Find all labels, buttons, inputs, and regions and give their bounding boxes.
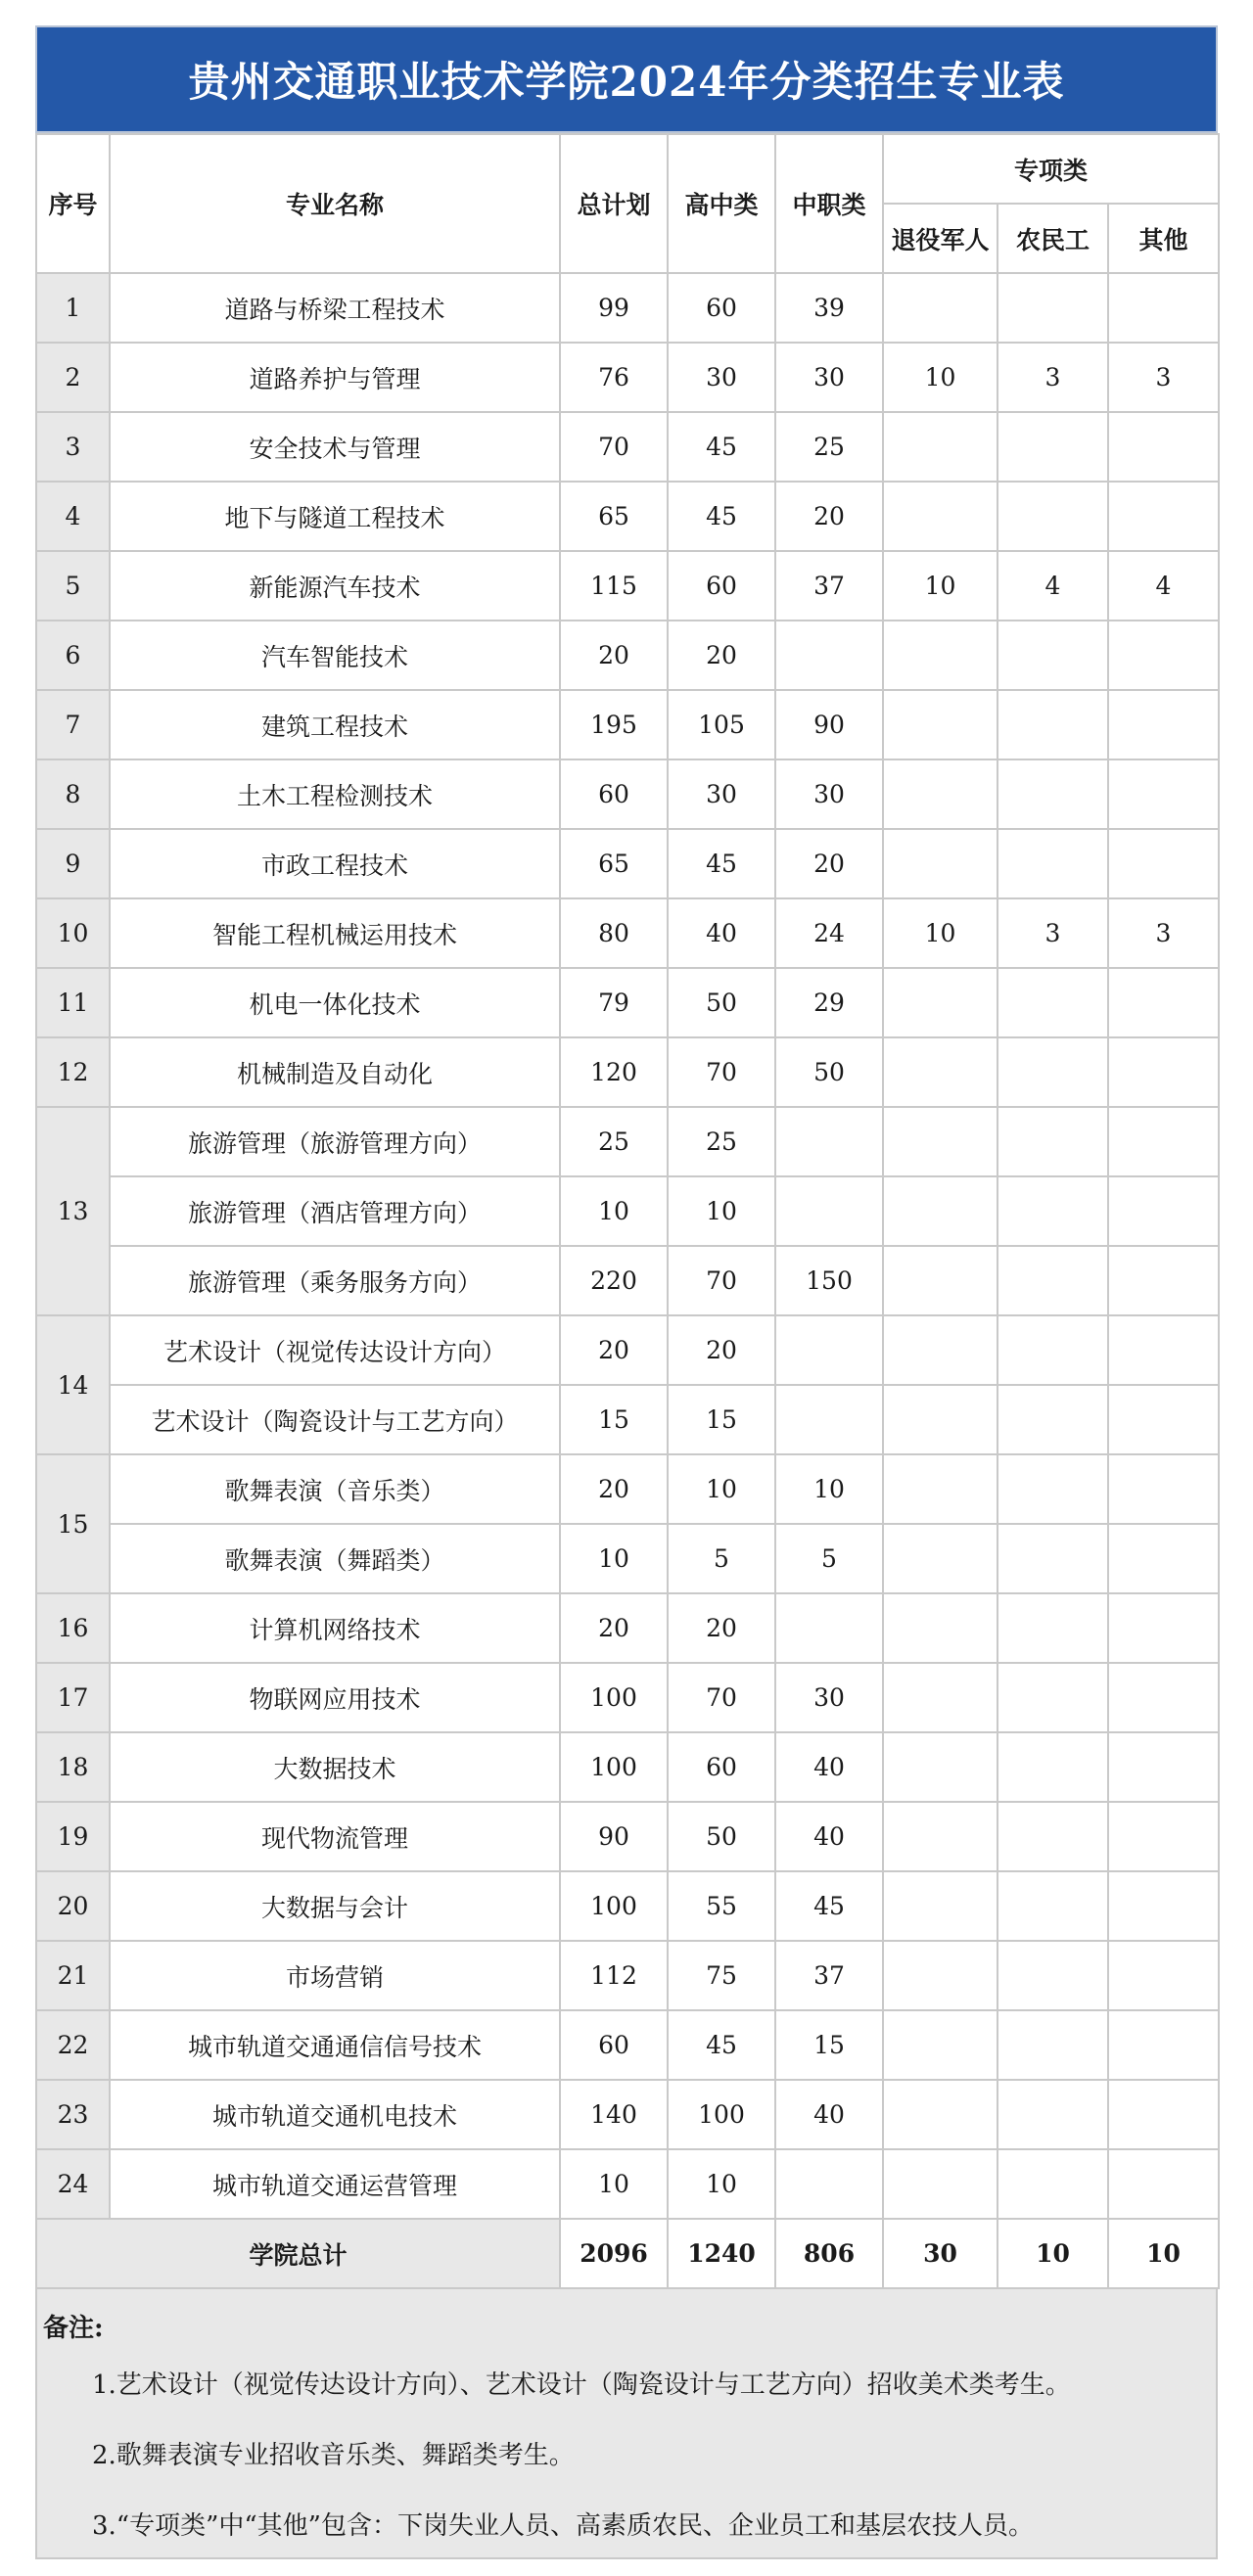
total-cell: 112: [560, 1941, 668, 2010]
high-school-cell: 60: [668, 1732, 775, 1802]
high-school-cell: 55: [668, 1871, 775, 1941]
total-cell: 90: [560, 1802, 668, 1871]
high-school-cell: 20: [668, 1593, 775, 1663]
migrant-cell: [998, 1732, 1108, 1802]
migrant-cell: [998, 1871, 1108, 1941]
header-vocational: 中职类: [775, 134, 883, 273]
veterans-cell: [883, 621, 998, 690]
major-name-cell: 道路与桥梁工程技术: [110, 273, 560, 343]
veterans-cell: [883, 1315, 998, 1385]
migrant-cell: [998, 1037, 1108, 1107]
seq-cell: 8: [36, 759, 110, 829]
total-cell: 20: [560, 621, 668, 690]
vocational-cell: 25: [775, 412, 883, 482]
table-row: [36, 1593, 1219, 1663]
major-name-cell: 机电一体化技术: [110, 968, 560, 1037]
major-name-cell: 城市轨道交通机电技术: [110, 2080, 560, 2149]
high-school-cell: 10: [668, 1454, 775, 1524]
high-school-cell: 70: [668, 1037, 775, 1107]
vocational-cell: 5: [775, 1524, 883, 1593]
high-school-cell: 45: [668, 2010, 775, 2080]
total-cell: 115: [560, 551, 668, 621]
major-name-cell: 城市轨道交通通信信号技术: [110, 2010, 560, 2080]
vocational-cell: [775, 1176, 883, 1246]
header-high-school: 高中类: [668, 134, 775, 273]
total-cell: 20: [560, 1593, 668, 1663]
major-name-cell: 大数据技术: [110, 1732, 560, 1802]
other-cell: [1108, 1246, 1219, 1315]
veterans-cell: [883, 1107, 998, 1176]
seq-cell: 24: [36, 2149, 110, 2219]
veterans-cell: [883, 968, 998, 1037]
header-special: 专项类: [883, 134, 1219, 204]
other-cell: [1108, 1871, 1219, 1941]
other-cell: [1108, 690, 1219, 759]
veterans-cell: [883, 1176, 998, 1246]
high-school-cell: 30: [668, 759, 775, 829]
other-cell: [1108, 1454, 1219, 1524]
table-row: [36, 1107, 1219, 1176]
high-school-cell: 25: [668, 1107, 775, 1176]
notes-title: 备注:: [43, 2314, 104, 2343]
major-name-cell: 新能源汽车技术: [110, 551, 560, 621]
high-school-cell: 60: [668, 551, 775, 621]
veterans-cell: [883, 759, 998, 829]
vocational-cell: 39: [775, 273, 883, 343]
other-cell: [1108, 2080, 1219, 2149]
enrollment-table: [35, 133, 1220, 2289]
total-cell: 65: [560, 482, 668, 551]
header-name: 专业名称: [110, 134, 560, 273]
total-cell: 15: [560, 1385, 668, 1454]
vocational-cell: 24: [775, 898, 883, 968]
vocational-cell: 10: [775, 1454, 883, 1524]
veterans-cell: [883, 2080, 998, 2149]
total-cell: 70: [560, 412, 668, 482]
vocational-cell: [775, 1593, 883, 1663]
high-school-cell: 30: [668, 343, 775, 412]
other-cell: [1108, 968, 1219, 1037]
table-row: [36, 1176, 1219, 1246]
major-name-cell: 歌舞表演（舞蹈类）: [110, 1524, 560, 1593]
migrant-cell: 4: [998, 551, 1108, 621]
major-name-cell: 安全技术与管理: [110, 412, 560, 482]
table-row: [36, 1732, 1219, 1802]
major-name-cell: 市场营销: [110, 1941, 560, 2010]
high-school-cell: 100: [668, 2080, 775, 2149]
other-cell: [1108, 1176, 1219, 1246]
vocational-cell: 37: [775, 1941, 883, 2010]
vocational-cell: 15: [775, 2010, 883, 2080]
seq-cell: 17: [36, 1663, 110, 1732]
note-item: 3.“专项类”中“其他”包含：下岗失业人员、高素质农民、企业员工和基层农技人员。: [92, 2511, 1034, 2541]
note-item: 1.艺术设计（视觉传达设计方向）、艺术设计（陶瓷设计与工艺方向）招收美术类考生。: [92, 2370, 1071, 2400]
total-cell: 99: [560, 273, 668, 343]
high-school-cell: 70: [668, 1246, 775, 1315]
major-name-cell: 旅游管理（酒店管理方向）: [110, 1176, 560, 1246]
header-seq: 序号: [36, 134, 110, 273]
veterans-cell: [883, 2010, 998, 2080]
migrant-cell: [998, 1593, 1108, 1663]
major-name-cell: 土木工程检测技术: [110, 759, 560, 829]
seq-cell: 20: [36, 1871, 110, 1941]
major-name-cell: 旅游管理（旅游管理方向）: [110, 1107, 560, 1176]
seq-cell: 19: [36, 1802, 110, 1871]
migrant-cell: 3: [998, 898, 1108, 968]
total-cell: 65: [560, 829, 668, 898]
table-row: [36, 1663, 1219, 1732]
vocational-cell: [775, 1385, 883, 1454]
migrant-cell: [998, 2010, 1108, 2080]
migrant-cell: [998, 1454, 1108, 1524]
high-school-cell: 50: [668, 1802, 775, 1871]
totals-other: 10: [1108, 2219, 1219, 2288]
seq-cell: 7: [36, 690, 110, 759]
veterans-cell: [883, 1385, 998, 1454]
table-row: [36, 343, 1219, 412]
other-cell: [1108, 2149, 1219, 2219]
migrant-cell: [998, 1663, 1108, 1732]
total-cell: 220: [560, 1246, 668, 1315]
other-cell: [1108, 1037, 1219, 1107]
high-school-cell: 20: [668, 621, 775, 690]
seq-cell: 2: [36, 343, 110, 412]
migrant-cell: [998, 1246, 1108, 1315]
migrant-cell: [998, 1802, 1108, 1871]
table-row: [36, 2010, 1219, 2080]
other-cell: 4: [1108, 551, 1219, 621]
veterans-cell: [883, 690, 998, 759]
veterans-cell: 10: [883, 551, 998, 621]
seq-cell: 3: [36, 412, 110, 482]
major-name-cell: 汽车智能技术: [110, 621, 560, 690]
major-name-cell: 建筑工程技术: [110, 690, 560, 759]
major-name-cell: 地下与隧道工程技术: [110, 482, 560, 551]
table-row: [36, 690, 1219, 759]
totals-vocational: 806: [775, 2219, 883, 2288]
seq-cell: 15: [36, 1454, 110, 1593]
table-row: [36, 1037, 1219, 1107]
header-migrant: 农民工: [998, 204, 1108, 273]
major-name-cell: 艺术设计（视觉传达设计方向）: [110, 1315, 560, 1385]
total-cell: 80: [560, 898, 668, 968]
veterans-cell: [883, 1871, 998, 1941]
totals-total: 2096: [560, 2219, 668, 2288]
vocational-cell: 40: [775, 1732, 883, 1802]
total-cell: 120: [560, 1037, 668, 1107]
other-cell: 3: [1108, 343, 1219, 412]
table-row: [36, 551, 1219, 621]
table-row: [36, 1454, 1219, 1524]
total-cell: 10: [560, 2149, 668, 2219]
total-cell: 100: [560, 1732, 668, 1802]
total-cell: 195: [560, 690, 668, 759]
migrant-cell: [998, 1524, 1108, 1593]
table-row: [36, 1802, 1219, 1871]
veterans-cell: 10: [883, 898, 998, 968]
high-school-cell: 45: [668, 482, 775, 551]
total-cell: 60: [560, 759, 668, 829]
high-school-cell: 70: [668, 1663, 775, 1732]
table-row: [36, 273, 1219, 343]
totals-row: [36, 2219, 1219, 2288]
table-row: [36, 968, 1219, 1037]
vocational-cell: 30: [775, 1663, 883, 1732]
migrant-cell: [998, 1941, 1108, 2010]
seq-cell: 23: [36, 2080, 110, 2149]
vocational-cell: 20: [775, 829, 883, 898]
totals-migrant: 10: [998, 2219, 1108, 2288]
header-total: 总计划: [560, 134, 668, 273]
veterans-cell: [883, 1732, 998, 1802]
table-row: [36, 759, 1219, 829]
other-cell: [1108, 1315, 1219, 1385]
table-row: [36, 412, 1219, 482]
other-cell: [1108, 482, 1219, 551]
veterans-cell: [883, 482, 998, 551]
veterans-cell: [883, 273, 998, 343]
total-cell: 10: [560, 1176, 668, 1246]
table-row: [36, 2149, 1219, 2219]
seq-cell: 12: [36, 1037, 110, 1107]
table-header: [36, 134, 1219, 273]
high-school-cell: 5: [668, 1524, 775, 1593]
table-row: [36, 621, 1219, 690]
vocational-cell: 29: [775, 968, 883, 1037]
major-name-cell: 旅游管理（乘务服务方向）: [110, 1246, 560, 1315]
header-other: 其他: [1108, 204, 1219, 273]
vocational-cell: 40: [775, 2080, 883, 2149]
enrollment-sheet: [35, 25, 1218, 2559]
other-cell: [1108, 1802, 1219, 1871]
seq-cell: 10: [36, 898, 110, 968]
seq-cell: 4: [36, 482, 110, 551]
table-row: [36, 1871, 1219, 1941]
veterans-cell: [883, 1593, 998, 1663]
migrant-cell: [998, 1176, 1108, 1246]
veterans-cell: [883, 1037, 998, 1107]
total-cell: 60: [560, 2010, 668, 2080]
other-cell: [1108, 1593, 1219, 1663]
header-veterans: 退役军人: [883, 204, 998, 273]
totals-label: 学院总计: [36, 2219, 560, 2288]
seq-cell: 5: [36, 551, 110, 621]
major-name-cell: 艺术设计（陶瓷设计与工艺方向）: [110, 1385, 560, 1454]
migrant-cell: [998, 759, 1108, 829]
total-cell: 100: [560, 1871, 668, 1941]
total-cell: 25: [560, 1107, 668, 1176]
vocational-cell: 37: [775, 551, 883, 621]
other-cell: [1108, 1524, 1219, 1593]
veterans-cell: [883, 2149, 998, 2219]
vocational-cell: 45: [775, 1871, 883, 1941]
migrant-cell: [998, 273, 1108, 343]
total-cell: 10: [560, 1524, 668, 1593]
other-cell: [1108, 2010, 1219, 2080]
other-cell: [1108, 1663, 1219, 1732]
seq-cell: 22: [36, 2010, 110, 2080]
migrant-cell: [998, 1315, 1108, 1385]
vocational-cell: [775, 621, 883, 690]
other-cell: [1108, 1732, 1219, 1802]
major-name-cell: 智能工程机械运用技术: [110, 898, 560, 968]
migrant-cell: [998, 2080, 1108, 2149]
page-title: 贵州交通职业技术学院2024年分类招生专业表: [35, 25, 1218, 133]
notes-section: [35, 2289, 1218, 2559]
vocational-cell: 30: [775, 343, 883, 412]
other-cell: [1108, 759, 1219, 829]
major-name-cell: 计算机网络技术: [110, 1593, 560, 1663]
veterans-cell: [883, 1802, 998, 1871]
major-name-cell: 大数据与会计: [110, 1871, 560, 1941]
migrant-cell: [998, 690, 1108, 759]
table-row: [36, 1941, 1219, 2010]
migrant-cell: [998, 1107, 1108, 1176]
other-cell: 3: [1108, 898, 1219, 968]
table-body: [36, 273, 1219, 2288]
veterans-cell: [883, 1454, 998, 1524]
veterans-cell: 10: [883, 343, 998, 412]
veterans-cell: [883, 1524, 998, 1593]
seq-cell: 16: [36, 1593, 110, 1663]
migrant-cell: [998, 829, 1108, 898]
seq-cell: 1: [36, 273, 110, 343]
total-cell: 20: [560, 1454, 668, 1524]
other-cell: [1108, 273, 1219, 343]
table-row: [36, 1385, 1219, 1454]
high-school-cell: 40: [668, 898, 775, 968]
migrant-cell: [998, 968, 1108, 1037]
vocational-cell: [775, 2149, 883, 2219]
high-school-cell: 75: [668, 1941, 775, 2010]
high-school-cell: 105: [668, 690, 775, 759]
note-item: 2.歌舞表演专业招收音乐类、舞蹈类考生。: [92, 2441, 575, 2470]
vocational-cell: 90: [775, 690, 883, 759]
high-school-cell: 60: [668, 273, 775, 343]
high-school-cell: 45: [668, 412, 775, 482]
vocational-cell: 40: [775, 1802, 883, 1871]
seq-cell: 6: [36, 621, 110, 690]
other-cell: [1108, 621, 1219, 690]
table-row: [36, 482, 1219, 551]
vocational-cell: 150: [775, 1246, 883, 1315]
seq-cell: 18: [36, 1732, 110, 1802]
seq-cell: 14: [36, 1315, 110, 1454]
major-name-cell: 物联网应用技术: [110, 1663, 560, 1732]
other-cell: [1108, 412, 1219, 482]
high-school-cell: 20: [668, 1315, 775, 1385]
major-name-cell: 机械制造及自动化: [110, 1037, 560, 1107]
seq-cell: 11: [36, 968, 110, 1037]
migrant-cell: [998, 621, 1108, 690]
veterans-cell: [883, 1246, 998, 1315]
table-row: [36, 898, 1219, 968]
migrant-cell: [998, 1385, 1108, 1454]
migrant-cell: [998, 412, 1108, 482]
table-row: [36, 1315, 1219, 1385]
total-cell: 79: [560, 968, 668, 1037]
veterans-cell: [883, 1663, 998, 1732]
veterans-cell: [883, 829, 998, 898]
total-cell: 100: [560, 1663, 668, 1732]
migrant-cell: [998, 2149, 1108, 2219]
table-row: [36, 2080, 1219, 2149]
vocational-cell: [775, 1315, 883, 1385]
veterans-cell: [883, 412, 998, 482]
veterans-cell: [883, 1941, 998, 2010]
vocational-cell: [775, 1107, 883, 1176]
migrant-cell: [998, 482, 1108, 551]
table-row: [36, 1246, 1219, 1315]
high-school-cell: 45: [668, 829, 775, 898]
totals-veterans: 30: [883, 2219, 998, 2288]
other-cell: [1108, 1941, 1219, 2010]
total-cell: 20: [560, 1315, 668, 1385]
seq-cell: 9: [36, 829, 110, 898]
major-name-cell: 歌舞表演（音乐类）: [110, 1454, 560, 1524]
major-name-cell: 市政工程技术: [110, 829, 560, 898]
major-name-cell: 现代物流管理: [110, 1802, 560, 1871]
vocational-cell: 50: [775, 1037, 883, 1107]
other-cell: [1108, 1107, 1219, 1176]
vocational-cell: 20: [775, 482, 883, 551]
migrant-cell: 3: [998, 343, 1108, 412]
high-school-cell: 15: [668, 1385, 775, 1454]
high-school-cell: 10: [668, 2149, 775, 2219]
totals-high-school: 1240: [668, 2219, 775, 2288]
high-school-cell: 50: [668, 968, 775, 1037]
vocational-cell: 30: [775, 759, 883, 829]
other-cell: [1108, 829, 1219, 898]
table-row: [36, 1524, 1219, 1593]
total-cell: 76: [560, 343, 668, 412]
high-school-cell: 10: [668, 1176, 775, 1246]
major-name-cell: 道路养护与管理: [110, 343, 560, 412]
seq-cell: 21: [36, 1941, 110, 2010]
total-cell: 140: [560, 2080, 668, 2149]
seq-cell: 13: [36, 1107, 110, 1315]
major-name-cell: 城市轨道交通运营管理: [110, 2149, 560, 2219]
other-cell: [1108, 1385, 1219, 1454]
table-row: [36, 829, 1219, 898]
